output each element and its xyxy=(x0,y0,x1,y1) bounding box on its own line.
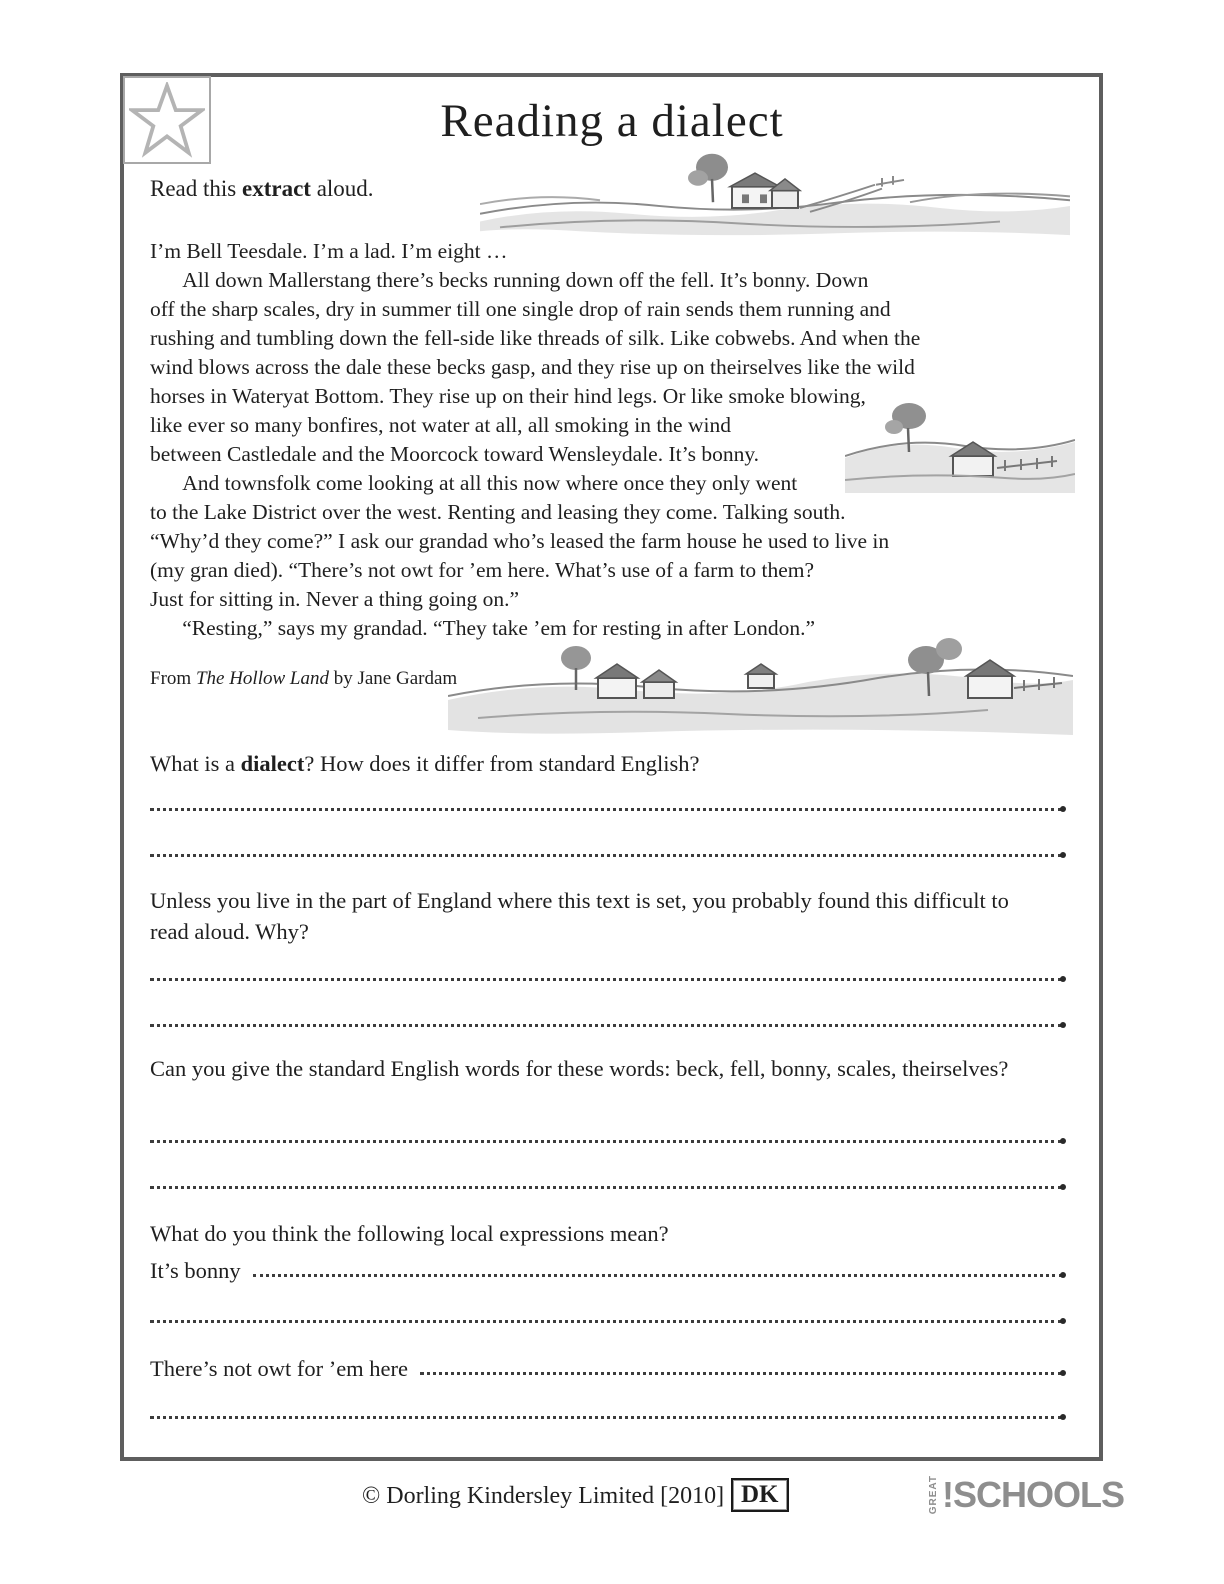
answer-line[interactable] xyxy=(150,1024,1062,1027)
question-1-bold-word: dialect xyxy=(240,751,305,776)
passage-line: “Resting,” says my grandad. “They take ’em for resting in after London.” xyxy=(150,616,816,640)
passage-line: And townsfolk come looking at all this now where once they only went xyxy=(150,471,798,495)
answer-line[interactable] xyxy=(420,1372,1062,1375)
countryside-illustration-top xyxy=(480,146,1070,238)
instruction-text xyxy=(150,176,374,202)
source-suffix: by Jane Gardam xyxy=(328,668,458,689)
passage-line: All down Mallerstang there’s becks running down off the fell. It’s bonny. Down xyxy=(150,268,869,292)
passage-line: between Castledale and the Moorcock toward Wensleydale. It’s bonny. xyxy=(150,442,760,466)
dk-logo: DK xyxy=(731,1478,789,1512)
instruction-bold-word: extract xyxy=(242,176,311,201)
answer-line[interactable] xyxy=(150,978,1062,981)
source-attribution xyxy=(150,668,457,690)
answer-line[interactable] xyxy=(150,1140,1062,1143)
greatschools-logo-main-text: !SCHOOLS xyxy=(942,1474,1125,1515)
passage-line: Just for sitting in. Never a thing going on.” xyxy=(150,587,520,611)
question-1-suffix: ? How does it differ from standard English? xyxy=(304,751,700,776)
passage-line: I’m Bell Teesdale. I’m a lad. I’m eight … xyxy=(150,239,508,263)
extract-passage xyxy=(150,237,1040,643)
answer-line[interactable] xyxy=(150,854,1062,857)
instruction-prefix: Read this xyxy=(150,176,242,201)
answer-line[interactable] xyxy=(253,1274,1062,1277)
passage-line: (my gran died). “There’s not owt for ’em here. What’s use of a farm to them? xyxy=(150,558,815,582)
question-4: What do you think the following local expressions mean? xyxy=(150,1221,669,1246)
passage-line: rushing and tumbling down the fell-side like threads of silk. Like cobwebs. And when the xyxy=(150,326,921,350)
question-3: Can you give the standard English words for these words: beck, fell, bonny, scales, theirselves? xyxy=(150,1056,1009,1081)
countryside-illustration-bottom xyxy=(448,630,1073,740)
passage-line: like ever so many bonfires, not water at all, all smoking in the wind xyxy=(150,413,731,437)
expression-label: There’s not owt for ’em here xyxy=(150,1356,409,1381)
passage-line: horses in Wateryat Bottom. They rise up on their hind legs. Or like smoke blowing, xyxy=(150,384,866,408)
passage-line: wind blows across the dale these becks gasp, and they rise up on theirselves like the wild xyxy=(150,355,915,379)
expression-row-not-owt xyxy=(150,1356,1062,1382)
answer-line[interactable] xyxy=(150,1320,1062,1323)
expression-label: It’s bonny xyxy=(150,1258,241,1283)
expression-row-its-bonny xyxy=(150,1258,1062,1284)
book-title: The Hollow Land xyxy=(195,668,329,689)
passage-line: “Why’d they come?” I ask our grandad who’s leased the farm house he used to live in xyxy=(150,529,890,553)
answer-line[interactable] xyxy=(150,808,1062,811)
answer-line[interactable] xyxy=(150,1186,1062,1189)
passage-line: to the Lake District over the west. Renting and leasing they come. Talking south. xyxy=(150,500,846,524)
greatschools-logo-vertical-text: GREAT xyxy=(928,1475,939,1515)
question-1-prefix: What is a xyxy=(150,751,241,776)
star-outline-icon xyxy=(129,82,205,158)
answer-line[interactable] xyxy=(150,1416,1062,1419)
star-icon xyxy=(123,76,211,164)
page-title: Reading a dialect xyxy=(440,95,784,147)
copyright-text: © Dorling Kindersley Limited [2010] xyxy=(362,1483,725,1509)
question-2: Unless you live in the part of England where this text is set, you probably found this difficult to read aloud. Why? xyxy=(150,888,1009,944)
question-1 xyxy=(150,748,1035,779)
source-prefix: From xyxy=(150,668,196,689)
instruction-suffix: aloud. xyxy=(310,176,374,201)
greatschools-logo xyxy=(928,1474,1124,1516)
passage-line: off the sharp scales, dry in summer till one single drop of rain sends them running and xyxy=(150,297,891,321)
